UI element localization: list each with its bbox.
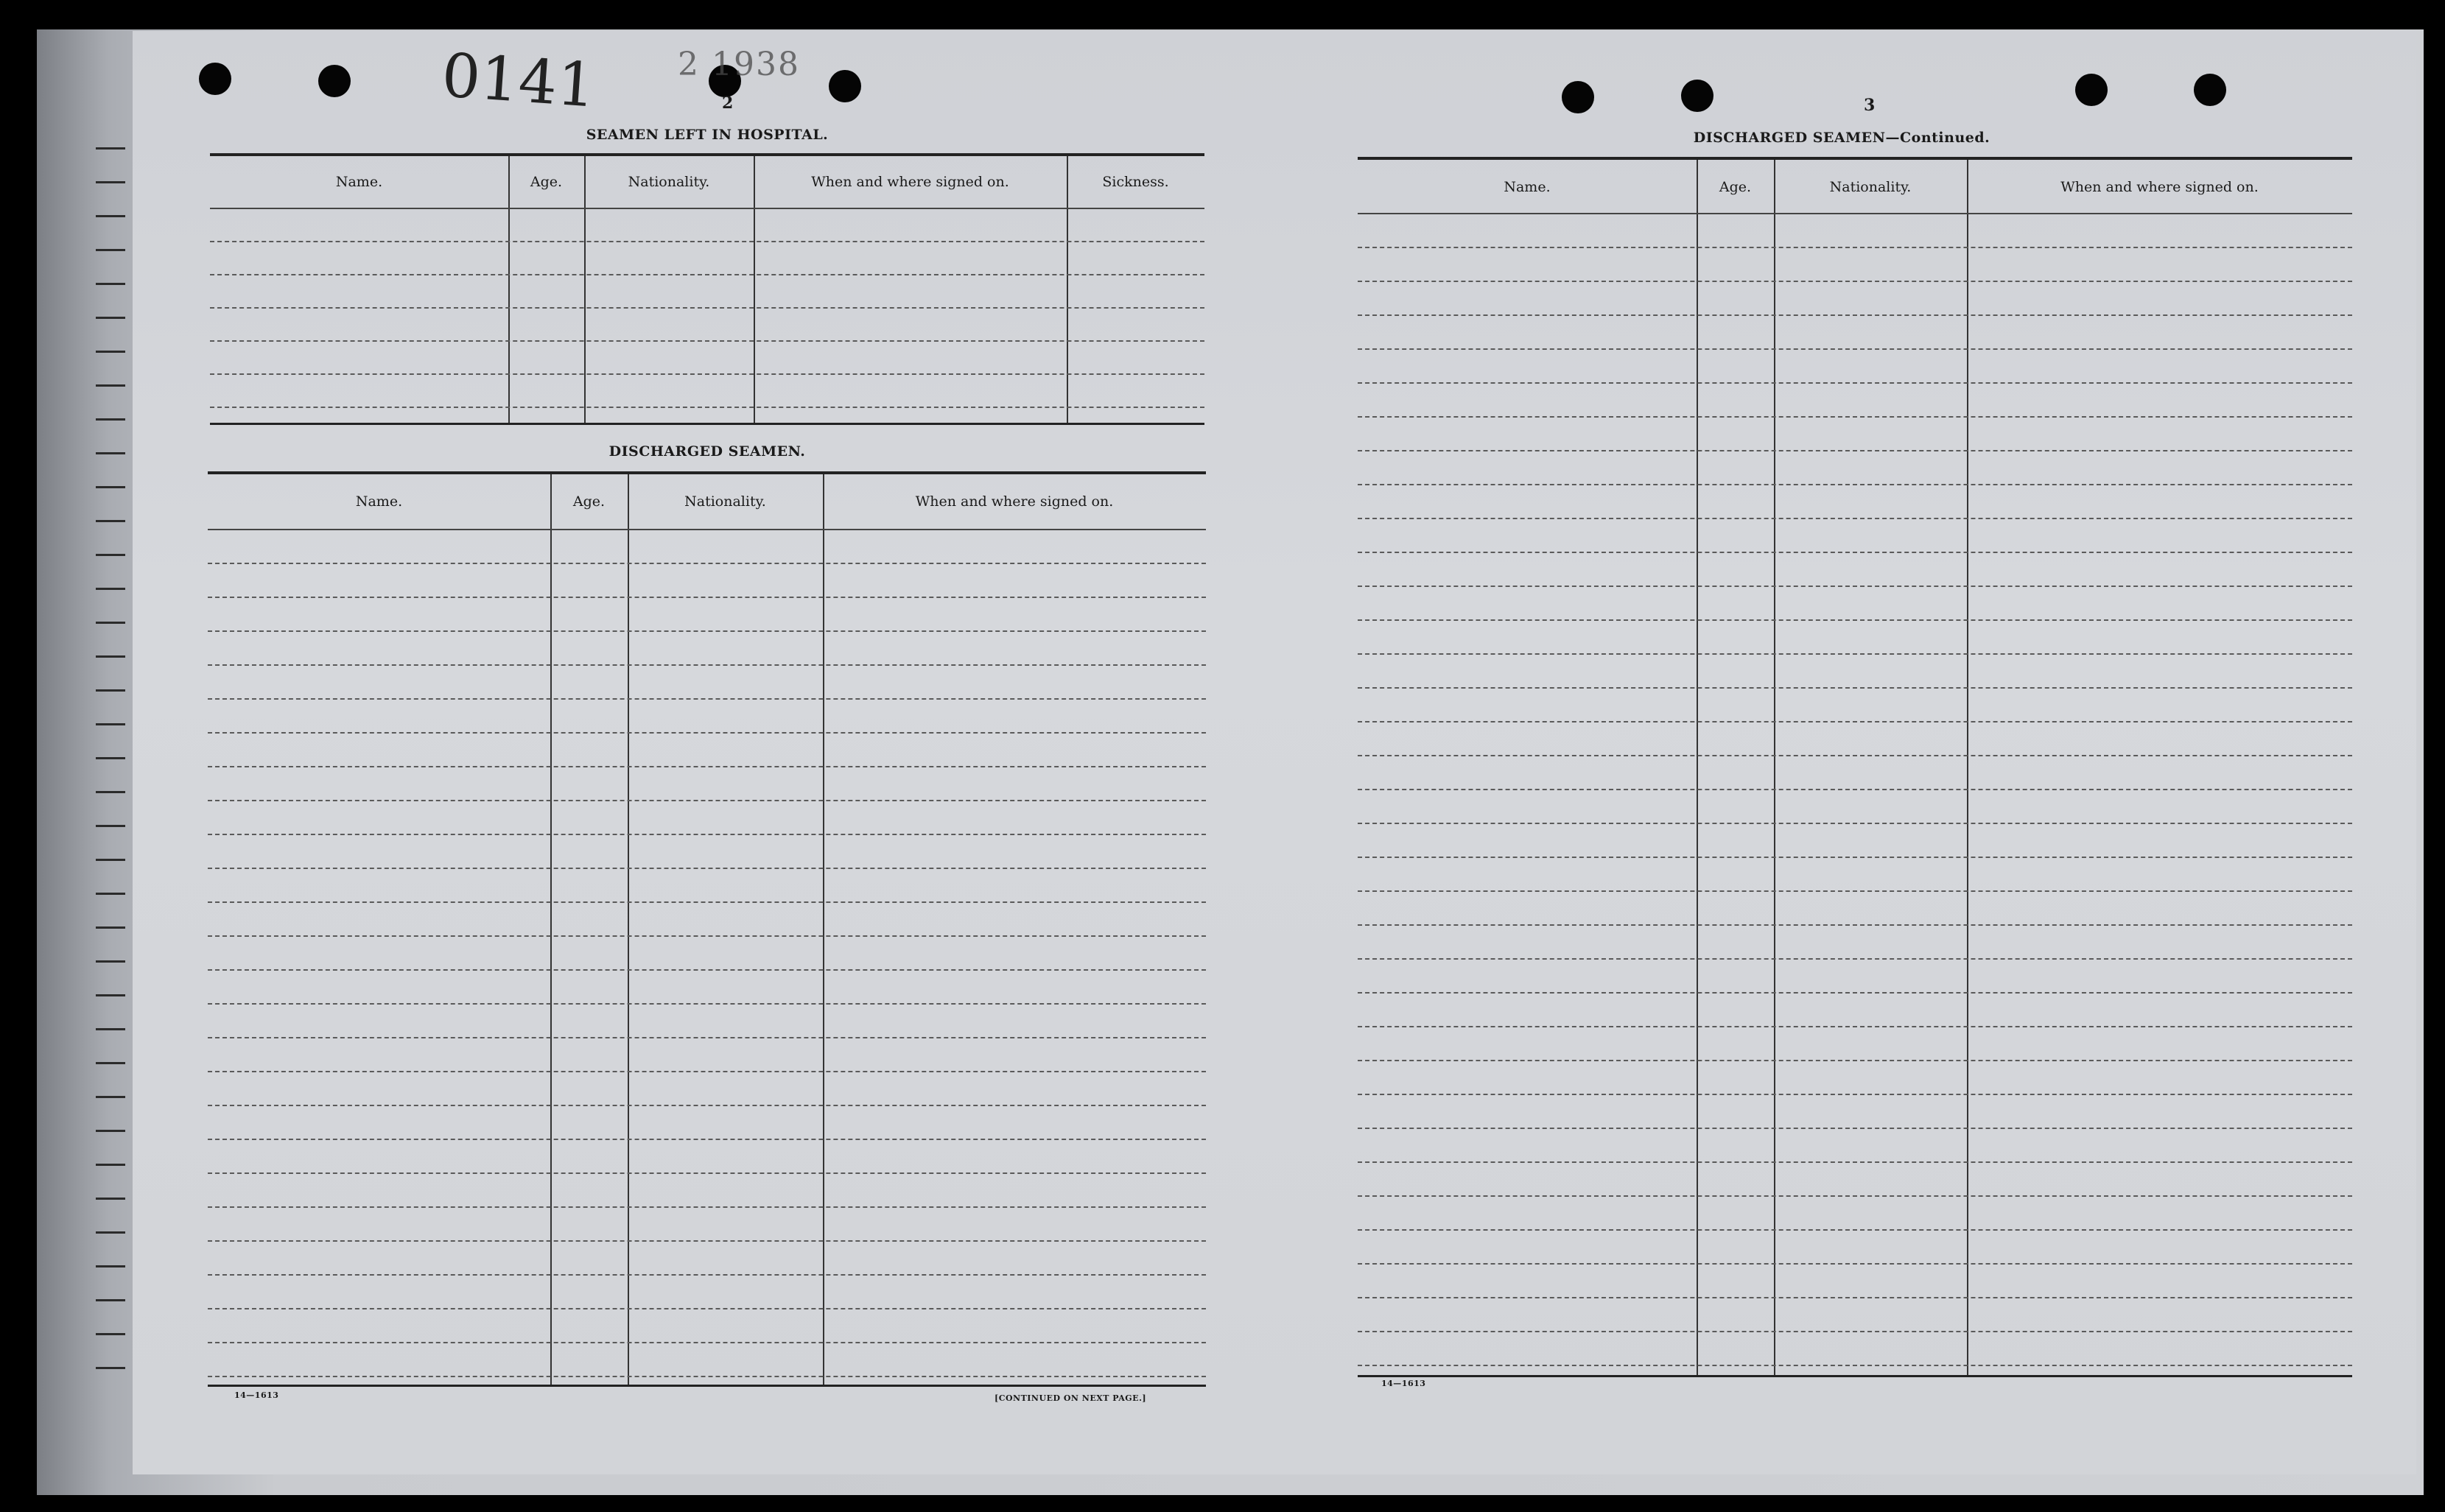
row-rule	[208, 1071, 1206, 1072]
edge-tick	[96, 689, 125, 692]
edge-tick	[96, 1164, 125, 1166]
edge-tick	[96, 1231, 125, 1234]
edge-tick	[96, 1130, 125, 1132]
edge-tick	[96, 249, 125, 251]
punch-hole	[1562, 81, 1594, 113]
column-rule	[1067, 156, 1068, 423]
row-rule	[208, 698, 1206, 700]
edge-tick	[96, 520, 125, 522]
edge-tick	[96, 1198, 125, 1200]
edge-tick	[96, 215, 125, 217]
row-rule	[208, 1240, 1206, 1242]
row-rule	[208, 969, 1206, 971]
edge-tick	[96, 1062, 125, 1064]
row-rule	[1358, 823, 2352, 824]
row-rule	[208, 800, 1206, 801]
edge-tick	[96, 825, 125, 827]
edge-tick	[96, 757, 125, 759]
edge-tick	[96, 994, 125, 996]
edge-tick	[96, 181, 125, 183]
row-rule	[208, 1172, 1206, 1174]
edge-tick	[96, 1028, 125, 1030]
col-signed-on: When and where signed on.	[811, 174, 1009, 190]
col-name: Name.	[355, 493, 403, 510]
discharged-continued-title: DISCHARGED SEAMEN—Continued.	[1693, 130, 1990, 146]
row-rule	[1358, 1026, 2352, 1027]
hospital-table	[210, 153, 1204, 425]
edge-tick	[96, 418, 125, 421]
row-rule	[208, 935, 1206, 937]
row-rule	[1358, 721, 2352, 722]
row-rule	[208, 1139, 1206, 1140]
row-rule	[1358, 1297, 2352, 1298]
edge-tick	[96, 486, 125, 488]
row-rule	[208, 664, 1206, 666]
row-rule	[1358, 687, 2352, 689]
col-signed-on: When and where signed on.	[915, 493, 1114, 510]
left-page-number: 2	[722, 94, 734, 113]
header-rule	[208, 529, 1206, 530]
row-rule	[1358, 1060, 2352, 1061]
col-nationality: Nationality.	[1829, 179, 1912, 195]
column-rule	[508, 156, 510, 423]
row-rule	[1358, 281, 2352, 282]
punch-hole	[199, 63, 231, 95]
column-rule	[550, 474, 552, 1385]
row-rule	[208, 1206, 1206, 1208]
row-rule	[208, 868, 1206, 869]
row-rule	[1358, 382, 2352, 384]
edge-tick	[96, 859, 125, 861]
edge-tick	[96, 926, 125, 929]
row-rule	[1358, 518, 2352, 519]
handwritten-number: 0141	[439, 41, 598, 122]
row-rule	[208, 630, 1206, 632]
row-rule	[208, 1037, 1206, 1038]
column-rule	[584, 156, 586, 423]
edge-tick	[96, 655, 125, 658]
row-rule	[1358, 586, 2352, 587]
row-rule	[208, 1308, 1206, 1309]
row-rule	[1358, 890, 2352, 892]
edge-tick	[96, 960, 125, 963]
edge-tick	[96, 1299, 125, 1301]
row-rule	[1358, 1128, 2352, 1129]
row-rule	[210, 307, 1204, 309]
row-rule	[1358, 1094, 2352, 1095]
edge-tick	[96, 317, 125, 319]
column-rule	[1774, 160, 1775, 1375]
row-rule	[1358, 416, 2352, 418]
col-name: Name.	[1504, 179, 1551, 195]
edge-tick	[96, 893, 125, 895]
edge-tick	[96, 384, 125, 387]
column-rule	[1967, 160, 1968, 1375]
header-rule	[210, 208, 1204, 209]
col-sickness: Sickness.	[1102, 174, 1169, 190]
continued-note: [CONTINUED ON NEXT PAGE.]	[995, 1393, 1147, 1403]
row-rule	[1358, 314, 2352, 316]
row-rule	[210, 373, 1204, 375]
row-rule	[208, 1003, 1206, 1005]
edge-tick	[96, 791, 125, 793]
row-rule	[210, 340, 1204, 342]
edge-tick	[96, 1265, 125, 1267]
punch-hole	[2075, 74, 2108, 106]
punch-hole	[1681, 80, 1713, 112]
row-rule	[1358, 958, 2352, 960]
row-rule	[208, 597, 1206, 598]
row-rule	[1358, 1229, 2352, 1231]
row-rule	[1358, 619, 2352, 621]
edge-tick	[96, 554, 125, 556]
column-rule	[823, 474, 824, 1385]
row-rule	[1358, 247, 2352, 248]
row-rule	[208, 563, 1206, 564]
row-rule	[208, 766, 1206, 767]
row-rule	[1358, 552, 2352, 553]
row-rule	[1358, 1161, 2352, 1163]
col-nationality: Nationality.	[628, 174, 710, 190]
row-rule	[208, 1274, 1206, 1276]
edge-tick	[96, 588, 125, 590]
punch-hole	[318, 65, 351, 97]
edge-tick	[96, 1333, 125, 1335]
row-rule	[1358, 992, 2352, 994]
punch-hole	[2194, 74, 2226, 106]
discharged-table-left	[208, 471, 1206, 1387]
row-rule	[208, 732, 1206, 734]
row-rule	[1358, 789, 2352, 790]
col-age: Age.	[530, 174, 563, 190]
row-rule	[1358, 484, 2352, 485]
row-rule	[1358, 1195, 2352, 1197]
right-page-number: 3	[1864, 96, 1876, 115]
row-rule	[208, 1105, 1206, 1106]
left-form-number: 14—1613	[234, 1390, 279, 1400]
row-rule	[210, 274, 1204, 275]
row-rule	[1358, 1263, 2352, 1265]
col-signed-on: When and where signed on.	[2060, 179, 2259, 195]
col-name: Name.	[335, 174, 383, 190]
row-rule	[208, 901, 1206, 903]
hospital-section-title: SEAMEN LEFT IN HOSPITAL.	[586, 127, 829, 143]
date-stamp: 2 1938	[678, 46, 800, 83]
edge-tick	[96, 283, 125, 285]
row-rule	[1358, 653, 2352, 655]
row-rule	[1358, 924, 2352, 926]
right-form-number: 14—1613	[1381, 1379, 1426, 1388]
row-rule	[210, 407, 1204, 408]
column-rule	[1697, 160, 1698, 1375]
row-rule	[208, 834, 1206, 835]
row-rule	[1358, 857, 2352, 858]
row-rule	[1358, 1365, 2352, 1366]
edge-tick	[96, 1096, 125, 1098]
row-rule	[208, 1376, 1206, 1377]
col-age: Age.	[572, 493, 606, 510]
edge-tick	[96, 452, 125, 454]
edge-tick	[96, 622, 125, 624]
row-rule	[1358, 450, 2352, 451]
edge-tick	[96, 1367, 125, 1369]
header-rule	[1358, 213, 2352, 214]
edge-tick	[96, 351, 125, 353]
discharged-section-title: DISCHARGED SEAMEN.	[608, 443, 806, 460]
edge-tick	[96, 147, 125, 150]
row-rule	[1358, 1331, 2352, 1332]
col-age: Age.	[1719, 179, 1752, 195]
row-rule	[1358, 348, 2352, 350]
discharged-table-right	[1358, 157, 2352, 1377]
col-nationality: Nationality.	[684, 493, 766, 510]
row-rule	[208, 1342, 1206, 1343]
column-rule	[628, 474, 629, 1385]
row-rule	[1358, 755, 2352, 756]
row-rule	[210, 241, 1204, 242]
column-rule	[754, 156, 755, 423]
edge-tick	[96, 723, 125, 725]
